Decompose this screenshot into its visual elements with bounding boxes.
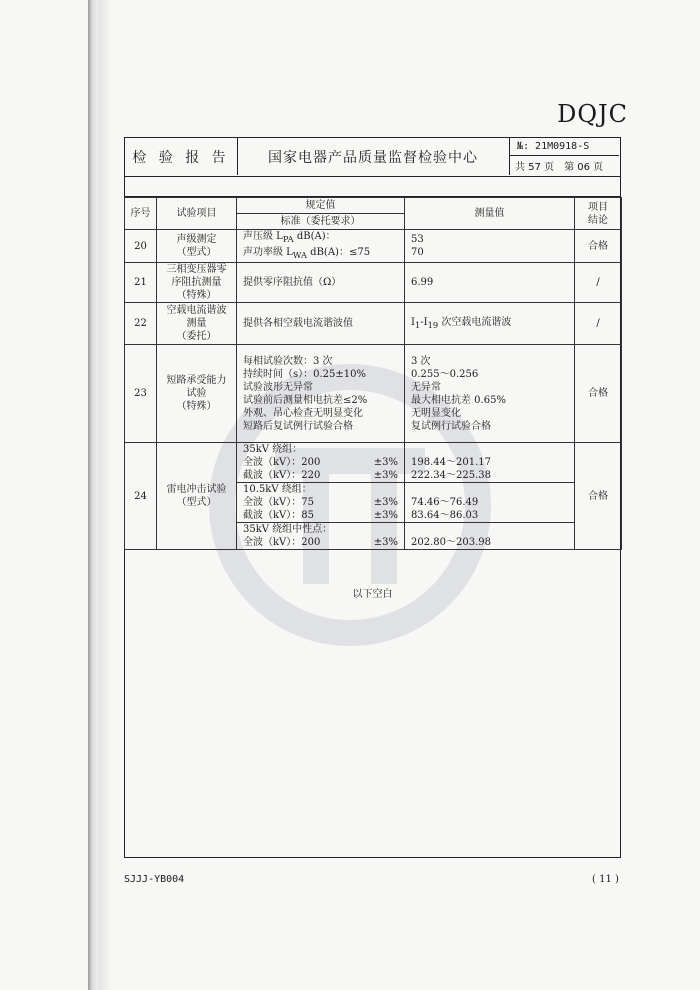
row-measured-line: 3 次 [411, 355, 431, 367]
spec-line [237, 496, 405, 509]
spec-value: 全波（kV）：200 [243, 537, 321, 548]
row-seq: 24 [125, 443, 157, 550]
row-item [157, 443, 237, 550]
header-conclusion-line1: 项目 [588, 201, 608, 213]
spec-line [237, 469, 405, 483]
empty-note: 以下空白 [352, 589, 393, 600]
row-measured-line: 最大相电抗差 0.65% [411, 394, 506, 406]
report-title: 检 验 报 告 [125, 138, 238, 175]
brand-mark: DQJC [557, 100, 628, 128]
table-row [125, 303, 622, 345]
measured-value: 198.44～201.17 [405, 456, 575, 469]
row-measured [405, 345, 575, 443]
results-table [124, 197, 622, 550]
row-spec-line: 试验波形无异常 [243, 381, 313, 393]
row-item-line: 试验 [186, 388, 207, 399]
row-conclusion: / [575, 303, 622, 345]
row-item-line: （型式） [176, 497, 217, 508]
group-label: 35kV 绕组中性点： [237, 523, 405, 537]
row-conclusion: / [575, 263, 622, 303]
row-item [157, 263, 237, 303]
group-label-measured [405, 523, 575, 537]
row-spec-line: 持续时间（s）：0.25±10% [243, 368, 367, 380]
row-spec [237, 303, 405, 345]
page-number: 第 06 页 [564, 162, 604, 173]
header-spec: 规定值 [237, 198, 405, 214]
row-spec-line: 短路后复试例行试验合格 [243, 420, 353, 432]
row-conclusion: 合格 [575, 443, 622, 550]
row-spec-line: 提供各相空载电流谐波值 [243, 318, 353, 329]
row-item-line: （特殊） [176, 290, 217, 301]
spec-line [237, 536, 405, 550]
form-code: SJJJ-YB004 [124, 874, 185, 885]
row-conclusion: 合格 [575, 230, 622, 263]
row-item-line: 空载电流谐波 [166, 305, 227, 316]
report-number: №: 21M0918-S [509, 138, 619, 156]
row-measured-line: 无明显变化 [411, 407, 461, 419]
row-seq: 21 [125, 263, 157, 303]
header-spec-sub: 标准（委托要求） [237, 214, 405, 230]
row-spec [237, 263, 405, 303]
table-row [125, 230, 622, 263]
page-info [509, 156, 619, 175]
row-item-line: （特殊） [176, 401, 217, 412]
header-seq: 序号 [125, 198, 157, 230]
spec-line [237, 509, 405, 523]
group-label-measured [405, 483, 575, 497]
table-row [125, 263, 622, 303]
group-label: 10.5kV 绕组： [237, 483, 405, 497]
row-spec-line: 试验前后测量相电抗差≤2% [243, 394, 368, 406]
measured-value: 222.34～225.38 [405, 469, 575, 483]
header-conclusion [575, 198, 622, 230]
row-spec-line: 声功率级 $L_{WA}$ dB(A)：≤75 [243, 247, 371, 260]
row-measured [405, 263, 575, 303]
row-spec-line: 声压级 $L_{PA}$ dB(A)： [243, 231, 336, 244]
header-item: 试验项目 [157, 198, 237, 230]
header-conclusion-line2: 结论 [588, 214, 608, 226]
spec-tolerance: ±3% [373, 537, 398, 548]
row-item-line: 雷电冲击试验 [166, 484, 227, 495]
footer-page-number: ( 11 ) [592, 874, 619, 885]
row-conclusion: 合格 [575, 345, 622, 443]
spec-value: 全波（kV）：200 [243, 457, 321, 468]
row-measured-line: 70 [411, 247, 424, 258]
row-measured-line: $I_1-I_{19}$ 次空载电流谐波 [411, 316, 512, 330]
measured-value: 202.80～203.98 [405, 536, 575, 550]
spec-tolerance: ±3% [373, 457, 398, 468]
row-item-line: 三相变压器零 [166, 264, 227, 275]
binding-shadow [98, 0, 112, 990]
total-pages: 共 57 页 [515, 162, 555, 173]
row-measured-line: 53 [411, 234, 424, 245]
spec-tolerance: ±3% [373, 510, 398, 521]
row-item-line: 短路承受能力 [166, 375, 227, 386]
row-measured-line: 复试例行试验合格 [411, 420, 491, 432]
spec-value: 截波（kV）：220 [243, 470, 321, 481]
row-spec [237, 345, 405, 443]
row-item-line: 声级测定 [176, 234, 217, 245]
spec-tolerance: ±3% [373, 497, 398, 508]
spec-tolerance: ±3% [373, 470, 398, 481]
row-item [157, 230, 237, 263]
report-header [124, 137, 621, 177]
row-measured-line: 0.255～0.256 [411, 368, 479, 380]
header-measured: 测量值 [405, 198, 575, 230]
row-seq: 23 [125, 345, 157, 443]
spec-value: 全波（kV）：75 [243, 497, 315, 508]
row-measured [405, 303, 575, 345]
row-spec [237, 230, 405, 263]
row-spec-line: 外观、吊心检查无明显变化 [243, 407, 363, 419]
measured-value: 74.46～76.49 [405, 496, 575, 509]
binding-edge [88, 0, 98, 990]
group-label: 35kV 绕组： [237, 443, 405, 457]
table-row [125, 345, 622, 443]
organization-name: 国家电器产品质量监督检验中心 [237, 138, 510, 175]
row-spec-line: 每相试验次数：3 次 [243, 355, 333, 367]
spec-value: 截波（kV）：85 [243, 510, 315, 521]
row-measured [405, 230, 575, 263]
row-seq: 20 [125, 230, 157, 263]
spec-line [237, 456, 405, 469]
row-spec-line: 提供零序阻抗值（Ω） [243, 277, 342, 288]
row-item-line: 测量 [186, 318, 207, 329]
row-item [157, 303, 237, 345]
row-item-line: （委托） [176, 331, 217, 342]
row-item-line: （型式） [176, 247, 217, 258]
row-measured-line: 6.99 [411, 277, 434, 288]
row-measured-line: 无异常 [411, 381, 441, 393]
row-item [157, 345, 237, 443]
row-seq: 22 [125, 303, 157, 345]
row-item-line: 序阻抗测量 [171, 277, 222, 288]
measured-value: 83.64～86.03 [405, 509, 575, 523]
table-row [125, 443, 622, 457]
group-label-measured [405, 443, 575, 457]
